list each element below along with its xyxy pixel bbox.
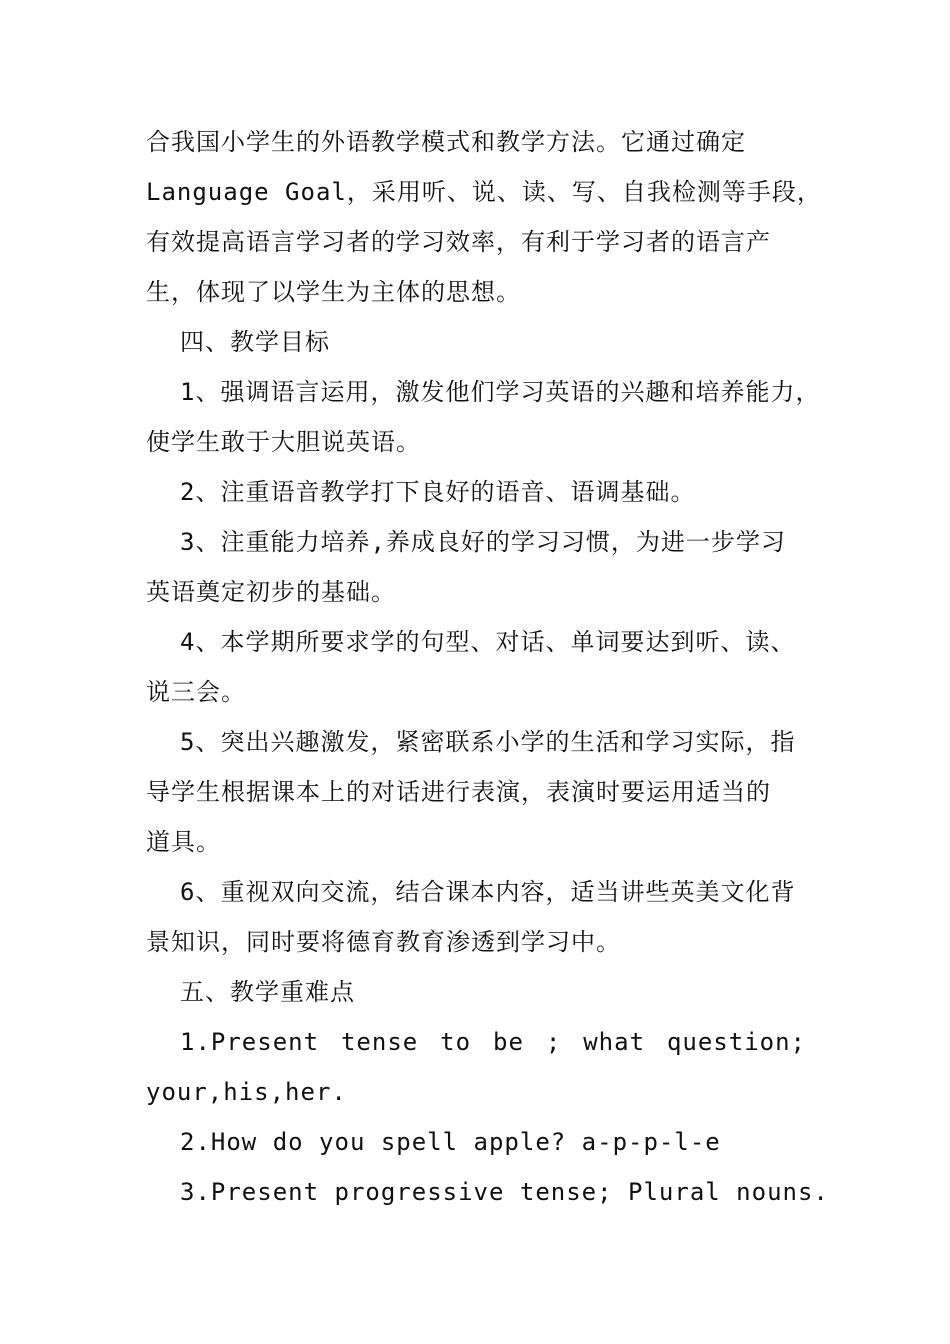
list-item: 4、本学期所要求学的句型、对话、单词要达到听、读、 xyxy=(180,628,796,656)
body-line: 有效提高语言学习者的学习效率，有利于学习者的语言产 xyxy=(146,228,771,256)
list-item: 3.Present progressive tense; Plural nouns. xyxy=(180,1178,829,1206)
list-item: 3、注重能力培养,养成良好的学习习惯，为进一步学习 xyxy=(180,528,786,556)
section-heading: 四、教学目标 xyxy=(180,328,330,356)
body-line: 说三会。 xyxy=(146,678,246,706)
body-line: 景知识，同时要将德育教育渗透到学习中。 xyxy=(146,928,621,956)
body-line: 合我国小学生的外语教学模式和教学方法。它通过确定 xyxy=(146,128,746,156)
body-line: 道具。 xyxy=(146,828,221,856)
body-line: 使学生敢于大胆说英语。 xyxy=(146,428,421,456)
body-line: 导学生根据课本上的对话进行表演，表演时要运用适当的 xyxy=(146,778,771,806)
body-line: Language Goal，采用听、说、读、写、自我检测等手段， xyxy=(146,178,822,206)
list-item: 2.How do you spell apple? a-p-p-l-e xyxy=(180,1128,721,1156)
section-heading: 五、教学重难点 xyxy=(180,978,355,1006)
body-line: 英语奠定初步的基础。 xyxy=(146,578,396,606)
list-item: 5、突出兴趣激发，紧密联系小学的生活和学习实际，指 xyxy=(180,728,796,756)
list-item: 6、重视双向交流，结合课本内容，适当讲些英美文化背 xyxy=(180,878,796,906)
list-item: 2、注重语音教学打下良好的语音、语调基础。 xyxy=(180,478,696,506)
list-item: 1、强调语言运用，激发他们学习英语的兴趣和培养能力， xyxy=(180,378,821,406)
body-line: 生，体现了以学生为主体的思想。 xyxy=(146,278,521,306)
body-line: your,his,her. xyxy=(146,1078,347,1106)
list-item: 1.Present tense to be ; what question; xyxy=(180,1028,806,1056)
